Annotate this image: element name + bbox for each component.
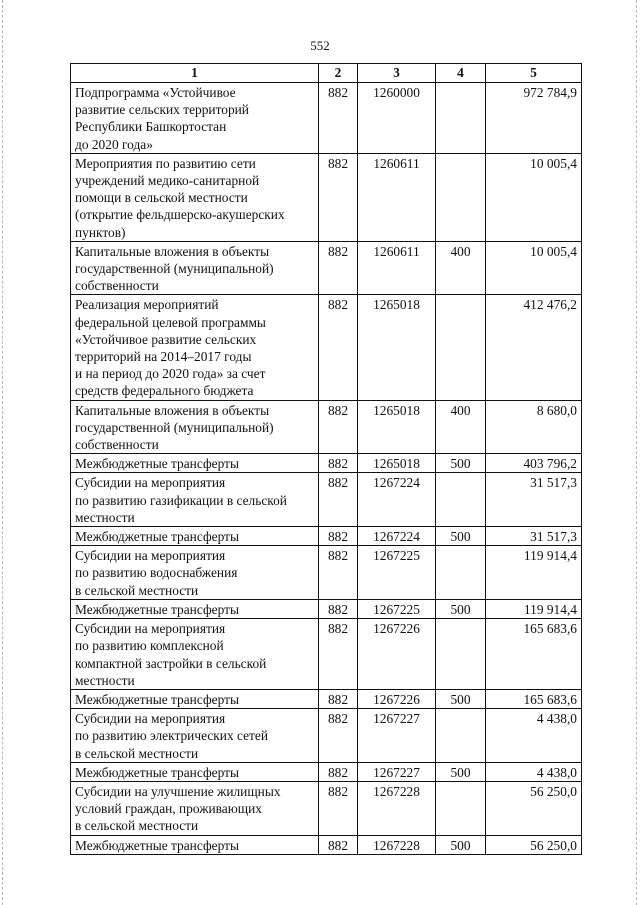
row-ministry-code: 882: [319, 153, 358, 241]
row-ministry-code: 882: [319, 295, 358, 400]
row-name-line: Субсидии на мероприятия: [75, 621, 226, 637]
row-name-cell: [71, 835, 319, 854]
row-name-line: условий граждан, проживающих: [75, 801, 262, 817]
row-name-line: Подпрограмма «Устойчивое: [75, 85, 236, 100]
row-amount: 403 796,2: [486, 454, 582, 473]
row-amount: 165 683,6: [486, 619, 582, 690]
row-ministry-code: 882: [319, 454, 358, 473]
row-name-line: Межбюджетные трансферты: [75, 601, 239, 617]
row-expense-type: [436, 295, 486, 400]
row-name-cell: [71, 527, 319, 546]
row-amount: 972 784,9: [486, 83, 582, 154]
row-expense-type: 400: [436, 241, 486, 295]
row-ministry-code: 882: [319, 241, 358, 295]
row-name-cell: [71, 454, 319, 473]
row-amount: 119 914,4: [486, 546, 582, 600]
row-name-line: собственности: [75, 278, 159, 294]
row-amount: 10 005,4: [486, 241, 582, 295]
budget-table: [70, 63, 582, 855]
row-ministry-code: 882: [319, 781, 358, 835]
table-row: [71, 709, 582, 763]
row-name-line: в сельской местности: [75, 818, 199, 834]
row-expense-type: [436, 83, 486, 154]
row-name-line: местности: [75, 672, 135, 688]
row-amount: 119 914,4: [486, 599, 582, 618]
table-row: [71, 473, 582, 527]
row-name-line: государственной (муниципальной): [75, 419, 274, 435]
row-name-line: по развитию водоснабжения: [75, 565, 238, 581]
row-ministry-code: 882: [319, 546, 358, 600]
row-name-line: по развитию комплексной: [75, 638, 224, 654]
row-target-code: 1267228: [358, 781, 436, 835]
page-number: 552: [310, 38, 330, 53]
row-name-line: Субсидии на мероприятия: [75, 548, 226, 564]
row-target-code: 1267224: [358, 473, 436, 527]
row-amount: 31 517,3: [486, 527, 582, 546]
row-name-line: Межбюджетные трансферты: [75, 529, 239, 545]
row-amount: 56 250,0: [486, 835, 582, 854]
header-col-4: 4: [436, 64, 486, 83]
row-ministry-code: 882: [319, 527, 358, 546]
row-target-code: 1267228: [358, 835, 436, 854]
table-row: [71, 781, 582, 835]
row-name-line: Капитальные вложения в объекты: [75, 243, 270, 259]
table-row: [71, 454, 582, 473]
row-name-line: Республики Башкортостан: [75, 119, 227, 135]
header-col-2: 2: [319, 64, 358, 83]
table-row: [71, 241, 582, 295]
row-name-line: Мероприятия по развитию сети: [75, 155, 256, 171]
row-ministry-code: 882: [319, 835, 358, 854]
row-expense-type: [436, 709, 486, 763]
row-name-line: местности: [75, 509, 135, 525]
header-col-5: 5: [486, 64, 582, 83]
row-ministry-code: 882: [319, 83, 358, 154]
row-amount: 412 476,2: [486, 295, 582, 400]
row-ministry-code: 882: [319, 599, 358, 618]
page-edge-left: [2, 0, 3, 905]
row-name-cell: [71, 83, 319, 154]
table-row: [71, 546, 582, 600]
row-name-cell: [71, 153, 319, 241]
row-name-cell: [71, 546, 319, 600]
row-name-cell: [71, 781, 319, 835]
row-name-cell: [71, 619, 319, 690]
row-name-line: Межбюджетные трансферты: [75, 456, 239, 472]
row-name-cell: [71, 762, 319, 781]
header-row: [71, 64, 582, 83]
row-amount: 165 683,6: [486, 689, 582, 708]
row-ministry-code: 882: [319, 400, 358, 454]
row-expense-type: [436, 546, 486, 600]
row-expense-type: 400: [436, 400, 486, 454]
row-target-code: 1260611: [358, 241, 436, 295]
row-expense-type: 500: [436, 527, 486, 546]
table-row: [71, 83, 582, 154]
row-name-line: (открытие фельдшерско-акушерских: [75, 207, 285, 223]
row-name-line: в сельской местности: [75, 745, 199, 761]
header-col-3: 3: [358, 64, 436, 83]
table-row: [71, 527, 582, 546]
row-expense-type: [436, 619, 486, 690]
header-col-1: 1: [71, 64, 319, 83]
row-name-cell: [71, 689, 319, 708]
row-target-code: 1267227: [358, 709, 436, 763]
row-amount: 31 517,3: [486, 473, 582, 527]
table-row: [71, 835, 582, 854]
table-body: [71, 83, 582, 855]
row-name-line: помощи в сельской местности: [75, 190, 248, 206]
row-name-line: собственности: [75, 437, 159, 453]
row-name-line: Межбюджетные трансферты: [75, 691, 239, 707]
row-expense-type: [436, 781, 486, 835]
row-ministry-code: 882: [319, 619, 358, 690]
row-name-line: Субсидии на мероприятия: [75, 475, 226, 491]
row-name-line: в сельской местности: [75, 582, 199, 598]
row-name-line: Капитальные вложения в объекты: [75, 402, 270, 418]
row-name-line: «Устойчивое развитие сельских: [75, 331, 257, 347]
row-name-cell: [71, 599, 319, 618]
row-ministry-code: 882: [319, 689, 358, 708]
table-row: [71, 599, 582, 618]
row-name-cell: [71, 241, 319, 295]
row-name-line: Субсидии на улучшение жилищных: [75, 783, 281, 799]
row-name-line: средств федерального бюджета: [75, 383, 254, 399]
row-name-cell: [71, 709, 319, 763]
table-row: [71, 295, 582, 400]
row-amount: 56 250,0: [486, 781, 582, 835]
row-name-line: по развитию электрических сетей: [75, 728, 269, 744]
table-row: [71, 689, 582, 708]
row-expense-type: 500: [436, 454, 486, 473]
page-edge-right: [636, 0, 637, 905]
row-target-code: 1265018: [358, 400, 436, 454]
row-expense-type: [436, 153, 486, 241]
row-target-code: 1265018: [358, 295, 436, 400]
row-expense-type: 500: [436, 762, 486, 781]
row-amount: 4 438,0: [486, 709, 582, 763]
row-name-line: территорий на 2014–2017 годы: [75, 349, 252, 365]
row-target-code: 1267224: [358, 527, 436, 546]
row-name-line: федеральной целевой программы: [75, 314, 266, 330]
row-name-cell: [71, 400, 319, 454]
row-expense-type: 500: [436, 689, 486, 708]
row-ministry-code: 882: [319, 709, 358, 763]
row-target-code: 1267227: [358, 762, 436, 781]
table-row: [71, 153, 582, 241]
row-target-code: 1267225: [358, 546, 436, 600]
row-expense-type: 500: [436, 599, 486, 618]
row-expense-type: [436, 473, 486, 527]
table-row: [71, 619, 582, 690]
row-expense-type: 500: [436, 835, 486, 854]
row-name-line: пунктов): [75, 224, 126, 240]
row-name-line: учреждений медико-санитарной: [75, 173, 260, 189]
row-name-cell: [71, 473, 319, 527]
row-target-code: 1265018: [358, 454, 436, 473]
row-name-line: Межбюджетные трансферты: [75, 764, 239, 780]
row-name-line: компактной застройки в сельской: [75, 655, 267, 671]
row-name-line: Межбюджетные трансферты: [75, 837, 239, 853]
row-name-line: развитие сельских территорий: [75, 102, 249, 118]
row-ministry-code: 882: [319, 762, 358, 781]
row-target-code: 1267225: [358, 599, 436, 618]
row-amount: 8 680,0: [486, 400, 582, 454]
row-name-line: Субсидии на мероприятия: [75, 711, 226, 727]
row-name-line: государственной (муниципальной): [75, 261, 274, 277]
table-row: [71, 762, 582, 781]
row-ministry-code: 882: [319, 473, 358, 527]
row-amount: 10 005,4: [486, 153, 582, 241]
row-target-code: 1260611: [358, 153, 436, 241]
row-amount: 4 438,0: [486, 762, 582, 781]
row-target-code: 1267226: [358, 689, 436, 708]
row-name-line: по развитию газификации в сельской: [75, 492, 287, 508]
table-row: [71, 400, 582, 454]
row-target-code: 1260000: [358, 83, 436, 154]
row-name-line: Реализация мероприятий: [75, 297, 219, 313]
row-name-line: и на период до 2020 года» за счет: [75, 366, 266, 382]
row-target-code: 1267226: [358, 619, 436, 690]
row-name-cell: [71, 295, 319, 400]
row-name-line: до 2020 года»: [75, 136, 153, 152]
